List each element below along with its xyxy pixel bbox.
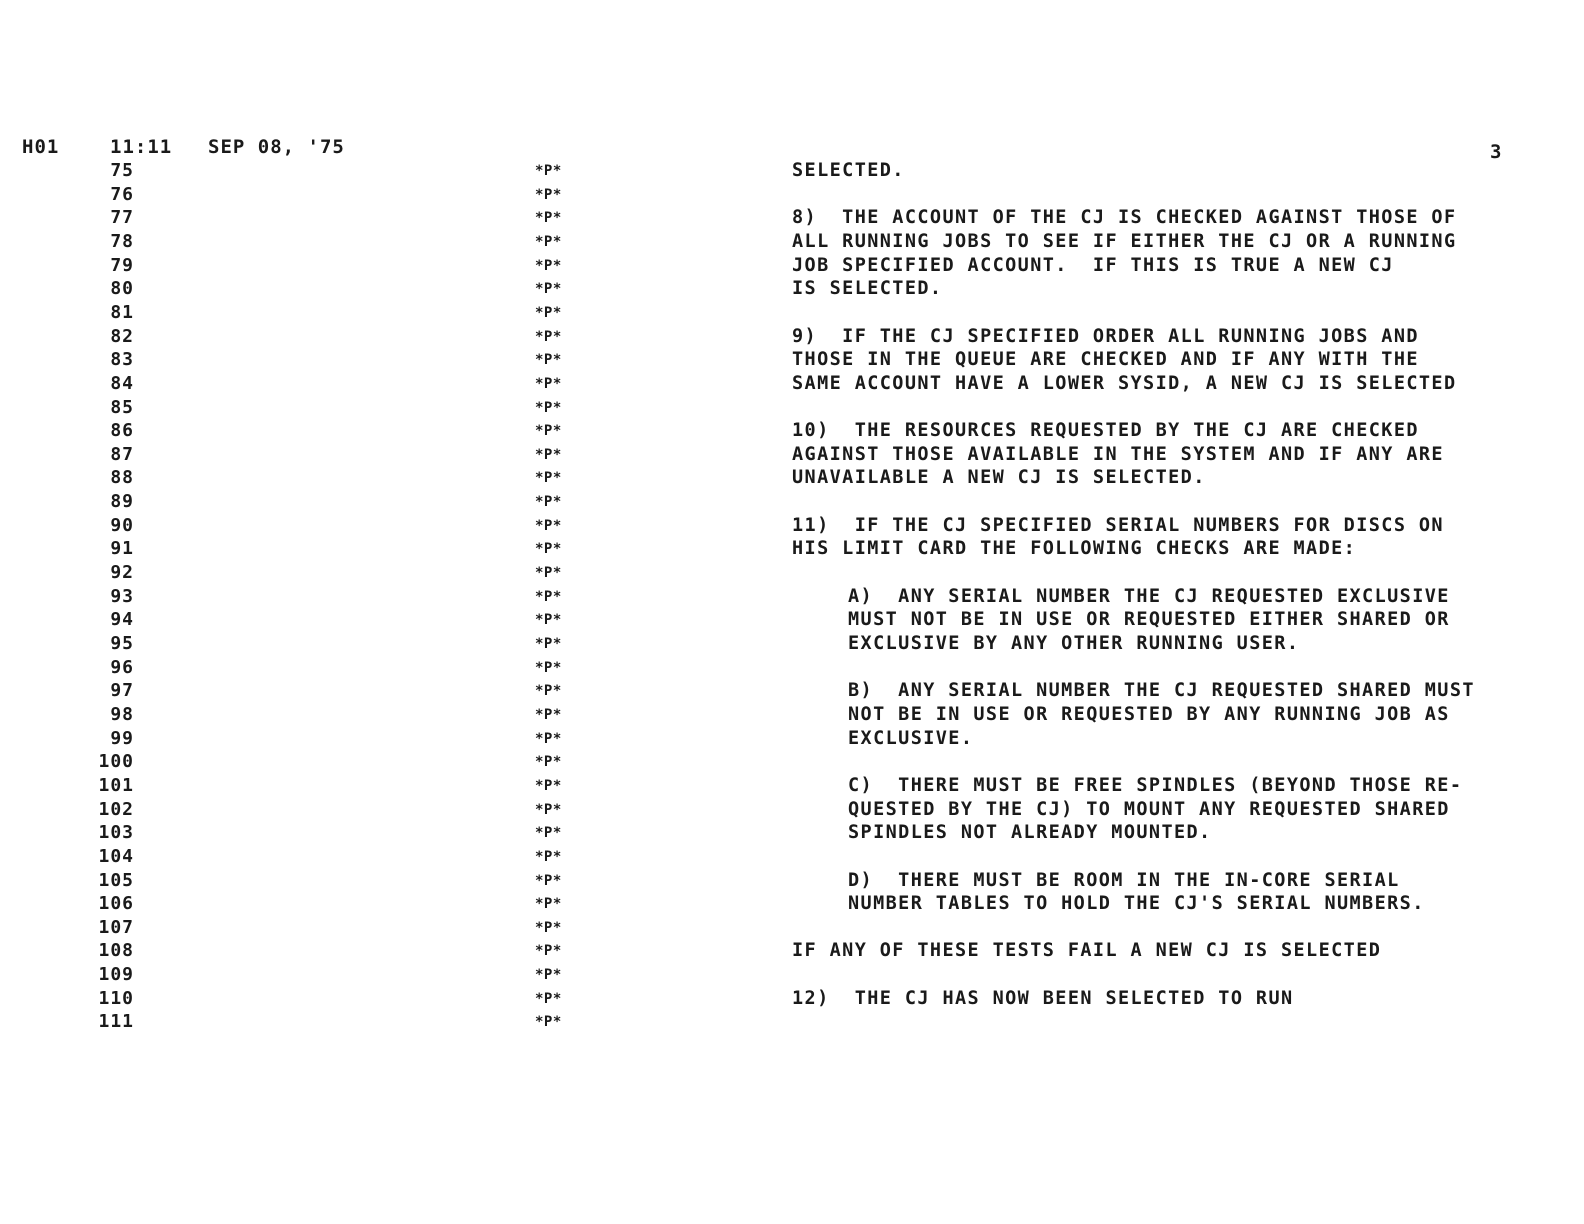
line-marker: *P*	[535, 328, 562, 345]
line-number: 75	[110, 160, 134, 181]
line-marker: *P*	[535, 896, 562, 913]
header-date: SEP 08, '75	[208, 136, 345, 158]
line-marker: *P*	[535, 919, 562, 936]
line-text: HIS LIMIT CARD THE FOLLOWING CHECKS ARE MADE:	[792, 538, 1357, 560]
line-marker: *P*	[535, 210, 562, 227]
line-text: SELECTED.	[792, 160, 905, 181]
listing-line	[0, 397, 1584, 421]
line-marker: *P*	[535, 446, 562, 463]
listing-line	[0, 893, 1584, 917]
line-text: THOSE IN THE QUEUE ARE CHECKED AND IF ANY WITH THE	[792, 349, 1419, 371]
line-marker: *P*	[535, 990, 562, 1007]
line-marker: *P*	[535, 233, 562, 250]
header-id: H01	[22, 136, 60, 158]
listing-line	[0, 680, 1584, 704]
line-number: 83	[110, 349, 134, 371]
line-marker: *P*	[535, 612, 562, 629]
listing-line	[0, 231, 1584, 255]
line-text: NUMBER TABLES TO HOLD THE CJ'S SERIAL NUMBERS.	[848, 893, 1425, 915]
page-number: 3	[1490, 141, 1503, 163]
line-marker: *P*	[535, 659, 562, 676]
line-marker: *P*	[535, 848, 562, 865]
line-marker: *P*	[535, 541, 562, 558]
line-number: 77	[110, 207, 134, 229]
line-text: AGAINST THOSE AVAILABLE IN THE SYSTEM AND IF ANY ARE	[792, 443, 1444, 465]
line-number: 82	[110, 325, 134, 347]
listing-line	[0, 278, 1584, 302]
listing-line	[0, 728, 1584, 752]
line-number: 104	[98, 845, 134, 867]
header-time: 11:11	[110, 136, 173, 158]
line-text: EXCLUSIVE.	[848, 727, 974, 749]
listing-line	[0, 799, 1584, 823]
line-text: UNAVAILABLE A NEW CJ IS SELECTED.	[792, 467, 1206, 489]
line-marker: *P*	[535, 470, 562, 487]
line-marker: *P*	[535, 1014, 562, 1031]
line-marker: *P*	[535, 943, 562, 960]
line-number: 84	[110, 372, 134, 394]
line-marker: *P*	[535, 967, 562, 984]
line-text: SPINDLES NOT ALREADY MOUNTED.	[848, 822, 1212, 844]
line-number: 96	[110, 656, 134, 678]
line-marker: *P*	[535, 423, 562, 440]
line-marker: *P*	[535, 777, 562, 794]
listing-line	[0, 822, 1584, 846]
listing-line	[0, 207, 1584, 231]
listing-line	[0, 657, 1584, 681]
listing-line	[0, 609, 1584, 633]
listing-line	[0, 467, 1584, 491]
line-number: 80	[110, 278, 134, 300]
listing-line	[0, 633, 1584, 657]
line-marker: *P*	[535, 494, 562, 511]
line-number: 109	[98, 964, 134, 986]
line-marker: *P*	[535, 588, 562, 605]
line-number: 103	[98, 822, 134, 844]
line-number: 107	[98, 916, 134, 938]
line-number: 101	[98, 774, 134, 796]
line-marker: *P*	[535, 257, 562, 274]
line-marker: *P*	[535, 163, 562, 179]
line-text: 9) IF THE CJ SPECIFIED ORDER ALL RUNNING JOBS AND	[792, 325, 1419, 347]
line-marker: *P*	[535, 872, 562, 889]
line-marker: *P*	[535, 186, 562, 203]
listing-line	[0, 775, 1584, 799]
line-marker: *P*	[535, 352, 562, 369]
line-number: 87	[110, 443, 134, 465]
line-text: C) THERE MUST BE FREE SPINDLES (BEYOND THOSE RE-	[848, 774, 1463, 796]
line-marker: *P*	[535, 565, 562, 582]
line-text: 10) THE RESOURCES REQUESTED BY THE CJ ARE CHECKED	[792, 420, 1419, 442]
line-text: QUESTED BY THE CJ) TO MOUNT ANY REQUESTED SHARED	[848, 798, 1450, 820]
line-text: A) ANY SERIAL NUMBER THE CJ REQUESTED EXCLUSIVE	[848, 585, 1450, 607]
line-marker: *P*	[535, 636, 562, 652]
line-text: ALL RUNNING JOBS TO SEE IF EITHER THE CJ OR A RUNNING	[792, 230, 1457, 252]
line-marker: *P*	[535, 683, 562, 700]
line-marker: *P*	[535, 825, 562, 842]
line-marker: *P*	[535, 304, 562, 321]
listing-line	[0, 1011, 1584, 1035]
listing-line	[0, 870, 1584, 894]
line-marker: *P*	[535, 375, 562, 392]
listing-line	[0, 255, 1584, 279]
listing-line	[0, 751, 1584, 775]
line-number: 86	[110, 420, 134, 442]
line-text: MUST NOT BE IN USE OR REQUESTED EITHER SHARED OR	[848, 609, 1450, 631]
listing-line	[0, 491, 1584, 515]
listing-line	[0, 326, 1584, 350]
listing-line	[0, 302, 1584, 326]
line-marker: *P*	[535, 801, 562, 818]
line-number: 91	[110, 538, 134, 560]
listing-line	[0, 349, 1584, 373]
line-text: IF ANY OF THESE TESTS FAIL A NEW CJ IS SELECTED	[792, 940, 1382, 962]
line-number: 76	[110, 183, 134, 205]
listing-line	[0, 515, 1584, 539]
line-marker: *P*	[535, 730, 562, 747]
line-marker: *P*	[535, 706, 562, 723]
line-number: 88	[110, 467, 134, 489]
line-text: 12) THE CJ HAS NOW BEEN SELECTED TO RUN	[792, 987, 1294, 1009]
listing-line	[0, 988, 1584, 1012]
line-marker: *P*	[535, 517, 562, 534]
line-number: 97	[110, 680, 134, 702]
line-marker: *P*	[535, 281, 562, 298]
line-number: 100	[98, 751, 134, 773]
listing-line	[0, 420, 1584, 444]
listing-line	[0, 846, 1584, 870]
line-number: 90	[110, 514, 134, 536]
line-text: 11) IF THE CJ SPECIFIED SERIAL NUMBERS FOR DISCS ON	[792, 514, 1444, 536]
line-number: 95	[110, 633, 134, 654]
line-number: 105	[98, 869, 134, 891]
listing-line	[0, 562, 1584, 586]
line-text: JOB SPECIFIED ACCOUNT. IF THIS IS TRUE A NEW CJ	[792, 254, 1394, 276]
listing-line	[0, 586, 1584, 610]
line-text: D) THERE MUST BE ROOM IN THE IN-CORE SERIAL	[848, 869, 1400, 891]
listing-line	[0, 160, 1584, 184]
line-number: 106	[98, 893, 134, 915]
line-number: 81	[110, 301, 134, 323]
listing-line	[0, 373, 1584, 397]
listing-line	[0, 940, 1584, 964]
listing-line	[0, 184, 1584, 208]
line-text: 8) THE ACCOUNT OF THE CJ IS CHECKED AGAINST THOSE OF	[792, 207, 1457, 229]
line-number: 94	[110, 609, 134, 631]
line-number: 110	[98, 987, 134, 1009]
line-text: B) ANY SERIAL NUMBER THE CJ REQUESTED SHARED MUST	[848, 680, 1475, 702]
line-number: 92	[110, 562, 134, 584]
line-text: NOT BE IN USE OR REQUESTED BY ANY RUNNING JOB AS	[848, 703, 1450, 725]
line-number: 93	[110, 585, 134, 607]
line-text: IS SELECTED.	[792, 278, 943, 300]
line-number: 89	[110, 491, 134, 513]
line-text: SAME ACCOUNT HAVE A LOWER SYSID, A NEW CJ IS SELECTED	[792, 372, 1457, 394]
listing-line	[0, 917, 1584, 941]
listing-line	[0, 538, 1584, 562]
line-number: 78	[110, 230, 134, 252]
line-number: 108	[98, 940, 134, 962]
line-number: 85	[110, 396, 134, 418]
listing-line	[0, 444, 1584, 468]
line-text: EXCLUSIVE BY ANY OTHER RUNNING USER.	[848, 633, 1300, 654]
line-marker: *P*	[535, 399, 562, 416]
listing-line	[0, 964, 1584, 988]
line-number: 99	[110, 727, 134, 749]
listing-line	[0, 704, 1584, 728]
line-number: 98	[110, 703, 134, 725]
line-marker: *P*	[535, 754, 562, 771]
line-number: 102	[98, 798, 134, 820]
line-number: 79	[110, 254, 134, 276]
line-number: 111	[98, 1011, 134, 1033]
